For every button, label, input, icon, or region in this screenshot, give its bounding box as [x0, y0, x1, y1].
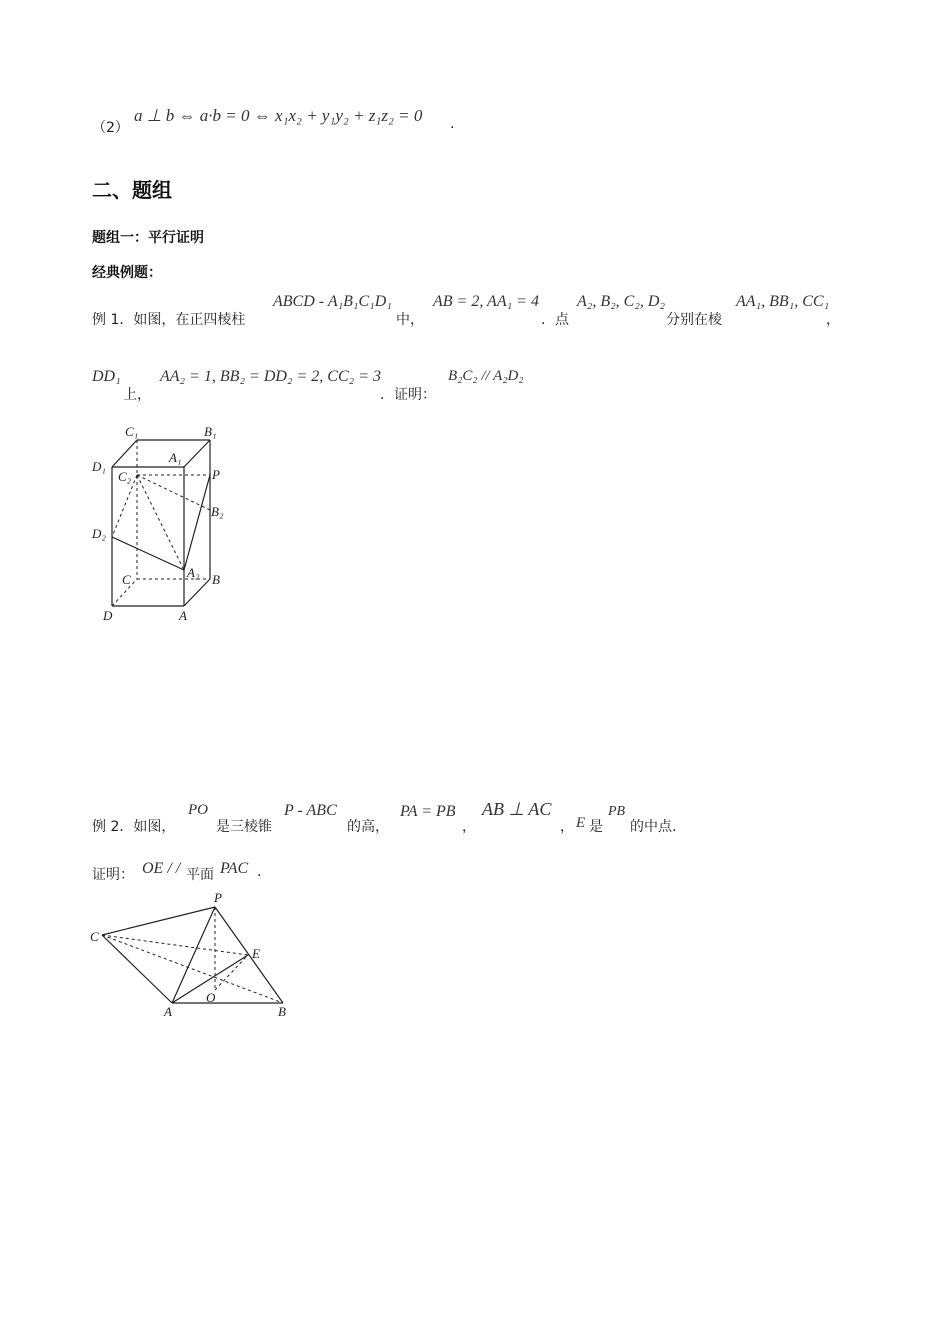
ex1-mid: 中，	[396, 312, 424, 328]
edge-P-A	[172, 907, 215, 1003]
ex2-prove-label: 证明：	[92, 867, 134, 883]
label-O: O	[206, 990, 216, 1005]
label-P: P	[212, 467, 220, 482]
ex1-prove-word: ．证明：	[380, 387, 436, 403]
ex1-points: A₂, B₂, C₂, D₂	[577, 293, 666, 310]
prism-figure	[88, 420, 238, 630]
edge-A1-B1	[184, 440, 210, 467]
line-C2-A2	[137, 475, 184, 570]
ex1-prove-statement: B₂C₂ // A₂D₂	[448, 368, 524, 384]
formula-2-expression: a ⊥ b ⇔ a·b = 0 ⇔ x₁x₂ + y₁y₂ + z₁z₂ = 0	[134, 106, 423, 125]
label-B: B	[278, 1004, 286, 1019]
ex1-intro: 例 1．如图，在正四棱柱	[92, 312, 246, 328]
section-title: 二、题组	[92, 178, 172, 202]
label-B2: B₂	[211, 504, 224, 519]
label-A2: A₂	[187, 565, 200, 580]
ex1-prism: ABCD - A₁B₁C₁D₁	[273, 293, 392, 310]
label-C: C	[90, 929, 99, 944]
ex2-e: E	[576, 815, 586, 831]
ex2-is-height-of: 是三棱锥	[216, 819, 272, 835]
ex2-comma-2: ，	[560, 819, 574, 835]
ex1-point-word: ．点	[541, 312, 569, 328]
ex1-edge-last: DD₁	[92, 368, 121, 385]
label-B: B	[212, 572, 220, 587]
ex2-po: PO	[188, 802, 208, 818]
ex2-ab-ac: AB ⊥ AC	[482, 799, 552, 819]
ex2-intro: 例 2．如图，	[92, 819, 176, 835]
label-A: A	[179, 608, 187, 623]
label-C2: C₂	[118, 469, 132, 484]
label-C: C	[122, 572, 131, 587]
edge-C-P	[102, 907, 215, 935]
line-D2-A2	[112, 537, 184, 570]
formula-2-label: （2）	[92, 120, 129, 136]
ex2-prove-period: .	[257, 864, 262, 880]
line-C-E	[102, 935, 248, 955]
ex1-lengths: AB = 2, AA₁ = 4	[433, 293, 539, 310]
ex2-comma-1: ，	[462, 819, 476, 835]
ex2-prove-plane: 平面	[186, 867, 214, 883]
label-D2: D₂	[92, 526, 106, 541]
ex1-edges: AA₁, BB₁, CC₁	[736, 293, 830, 310]
ex1-conditions: AA₂ = 1, BB₂ = DD₂ = 2, CC₂ = 3	[160, 368, 381, 385]
formula-2-period: .	[450, 116, 455, 132]
label-D: D	[103, 608, 113, 623]
ex2-prove-oe: OE / /	[142, 860, 181, 877]
ex2-prove-pac: PAC	[220, 860, 249, 877]
edge-C-A	[102, 935, 172, 1003]
ex2-pyramid: P - ABC	[284, 802, 337, 819]
pyramid-figure	[86, 888, 296, 1020]
line-A2-P	[184, 475, 210, 570]
line-C2-B2	[137, 475, 210, 510]
label-C1: C₁	[125, 424, 139, 439]
label-A1: A₁	[169, 450, 182, 465]
ex1-on-edges: 分别在棱	[666, 312, 722, 328]
label-P: P	[214, 890, 222, 905]
label-D1: D₁	[92, 459, 106, 474]
label-B1: B₁	[204, 424, 217, 439]
ex2-midpoint: 的中点.	[630, 819, 677, 835]
line-C2-D2	[112, 475, 137, 537]
group-title: 题组一：平行证明	[92, 230, 204, 246]
ex2-pb: PB	[608, 804, 626, 819]
ex1-on: 上，	[123, 387, 151, 403]
label-A: A	[164, 1004, 172, 1019]
label-E: E	[252, 946, 260, 961]
edge-P-B	[215, 907, 283, 1003]
group-subtitle: 经典例题：	[92, 265, 162, 281]
ex2-is: 是	[589, 819, 603, 835]
edge-A-B	[184, 579, 210, 606]
edge-D1-C1	[112, 440, 137, 467]
ex2-height: 的高，	[347, 819, 389, 835]
ex1-comma: ，	[826, 312, 840, 328]
ex2-pa-pb: PA = PB	[400, 803, 456, 820]
